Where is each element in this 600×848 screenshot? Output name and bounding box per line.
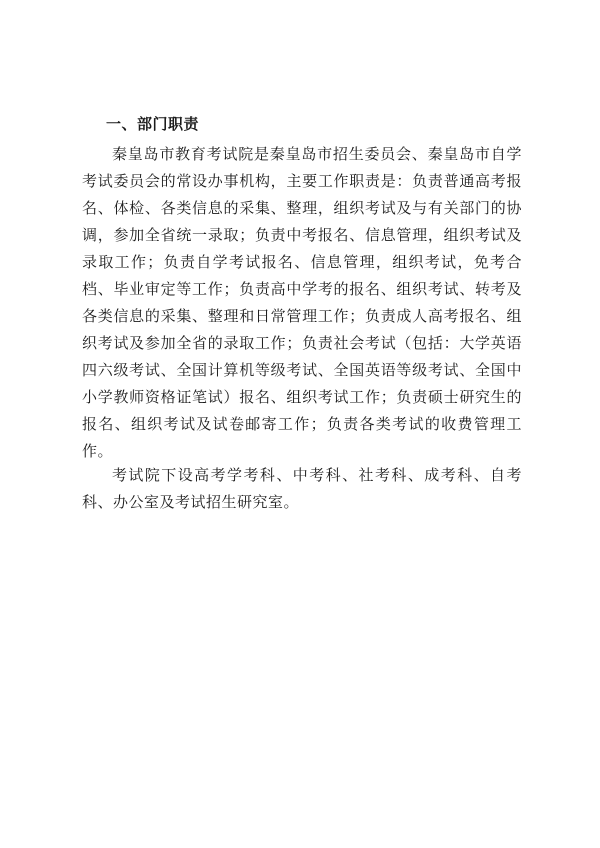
responsibilities-paragraph: 秦皇岛市教育考试院是秦皇岛市招生委员会、秦皇岛市自学考试委员会的常设办事机构，主要工作职责是：负责普通高考报名、体检、各类信息的采集、整理，组织考试及与有关部门的协调，参加全省统一录取；负责中考报名、信息管理，组织考试及录取工作；负责自学考试报名、信息管理，组织考试，免考合档、毕业审定等工作；负责高中学考的报名、组织考试、转考及各类信息的采集、整理和日常管理工作；负责成人高考报名、组织考试及参加全省的录取工作；负责社会考试（包括：大学英语四六级考试、全国计算机等级考试、全国英语等级考试、全国中小学教师资格证笔试）报名、组织考试工作；负责硕士研究生的报名、组织考试及试卷邮寄工作；负责各类考试的收费管理工作。 — [82, 145, 522, 460]
section-heading: 一、部门职责 — [106, 115, 200, 133]
departments-paragraph: 考试院下设高考学考科、中考科、社考科、成考科、自考科、办公室及考试招生研究室。 — [82, 466, 522, 511]
